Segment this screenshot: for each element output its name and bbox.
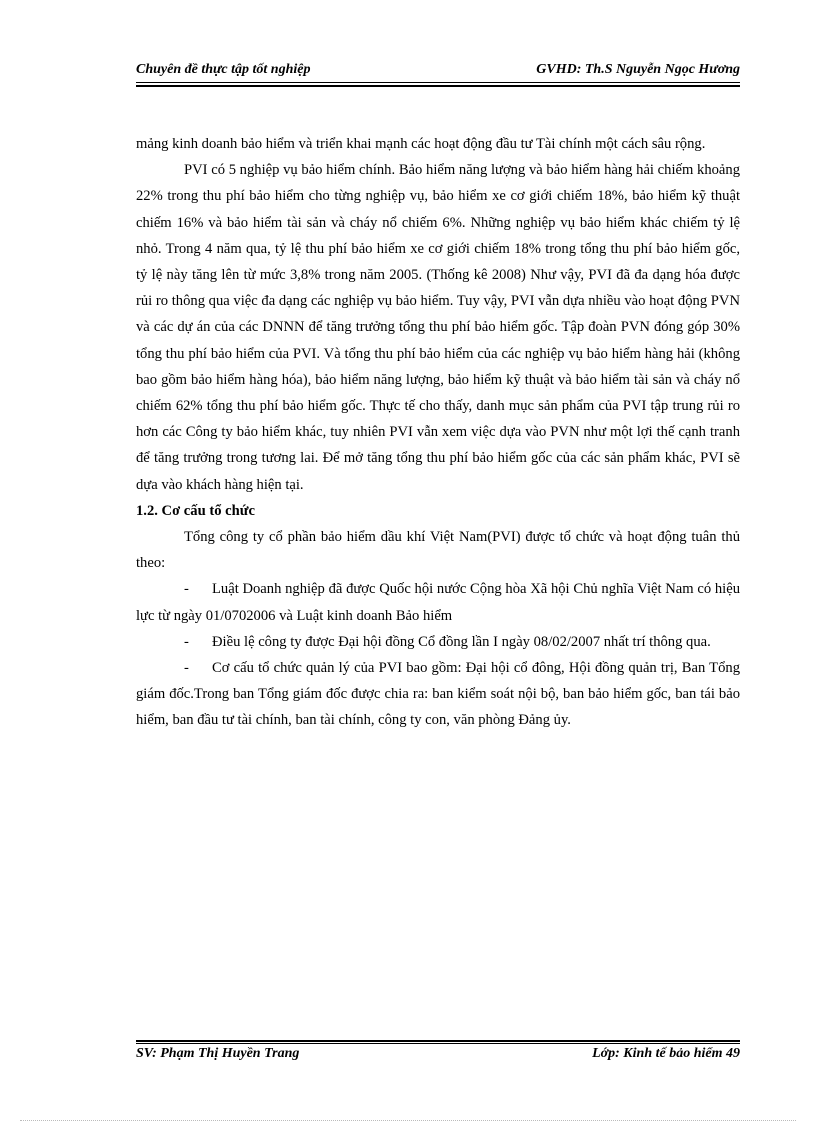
list-item-text: Luật Doanh nghiệp đã được Quốc hội nước Cộng hòa Xã hội Chủ nghĩa Việt Nam có hiệu lực từ ngày 01/0702006 và Luật kinh doanh Bảo hiểm [136, 581, 740, 624]
list-item-enterprise-law [136, 576, 740, 628]
list-item-management-structure [136, 655, 740, 734]
paragraph-organization-intro: Tổng công ty cổ phần bảo hiểm dầu khí Việt Nam(PVI) được tổ chức và hoạt động tuân thủ theo: [136, 529, 740, 572]
dash-bullet: - [184, 633, 189, 650]
footer-class: Lớp: Kinh tế bảo hiểm 49 [592, 1046, 740, 1061]
header-rule-thick [136, 85, 740, 87]
page-footer [136, 1046, 740, 1062]
dash-bullet: - [184, 660, 189, 677]
header-rule-thin [136, 82, 740, 83]
paragraph-continuation: mảng kinh doanh bảo hiểm và triển khai mạnh các hoạt động đầu tư Tài chính một cách sâu rộng. [136, 136, 706, 152]
footer-rule-thick [136, 1040, 740, 1042]
section-heading: 1.2. Cơ cấu tổ chức [136, 502, 255, 519]
footer-student: SV: Phạm Thị Huyền Trang [136, 1046, 300, 1061]
paragraph-insurance-lines: PVI có 5 nghiệp vụ bảo hiểm chính. Bảo hiểm năng lượng và bảo hiểm hàng hải chiếm khoảng 22% trong thu phí bảo hiểm cho từng nghiệp vụ, bảo hiểm xe cơ giới chiếm 18%, bảo hiểm kỹ thuật chiếm 16% và bảo hiểm tài sản và cháy nổ chiếm 6%. Những nghiệp vụ bảo hiểm khác chiếm tỷ lệ nhỏ. Trong 4 năm qua, tỷ lệ thu phí bảo hiểm xe cơ giới chiếm 18% trong tổng thu phí bảo hiểm gốc, tỷ lệ này tăng lên từ mức 3,8% trong năm 2005. (Thống kê 2008) Như vậy, PVI đã đa dạng hóa được rủi ro thông qua việc đa dạng các nghiệp vụ bảo hiểm. Tuy vậy, PVI vẫn dựa nhiều vào hoạt động PVN và các dự án của các DNNN để tăng trưởng tổng thu phí bảo hiểm gốc. Tập đoàn PVN đóng góp 30% tổng thu phí bảo hiểm của PVI. Và tổng thu phí bảo hiểm của các nghiệp vụ bảo hiểm hàng hải (không bao gồm bảo hiểm hàng hóa), bảo hiểm năng lượng, bảo hiểm kỹ thuật và bảo hiểm tài sản và cháy nổ chiếm 62% tổng thu phí bảo hiểm gốc. Thực tế cho thấy, danh mục sản phẩm của PVI tập trung rủi ro hơn các Công ty bảo hiểm khác, tuy nhiên PVI vẫn xem việc dựa vào PVN như một lợi thế cạnh tranh để tăng trưởng trong tương lai. Để mở tăng tổng thu phí bảo hiểm gốc của các sản phẩm khác, PVI sẽ dựa vào khách hàng hiện tại. [136, 162, 740, 493]
list-item-text: Điều lệ công ty được Đại hội đồng Cổ đồng lần I ngày 08/02/2007 nhất trí thông qua. [212, 633, 711, 650]
page-header [136, 62, 740, 78]
footer-rule-thin [136, 1043, 740, 1044]
header-document-title: Chuyên đề thực tập tốt nghiệp [136, 62, 311, 77]
header-supervisor: GVHD: Th.S Nguyễn Ngọc Hương [536, 62, 740, 77]
list-item-charter [136, 629, 740, 655]
page-body [136, 131, 740, 734]
page-bottom-dotted-border [20, 1120, 796, 1122]
list-item-text: Cơ cấu tổ chức quản lý của PVI bao gồm: Đại hội cổ đông, Hội đồng quản trị, Ban Tổng giám đốc.Trong ban Tổng giám đốc được chia ra: ban kiểm soát nội bộ, ban bảo hiểm gốc, ban tái bảo hiểm, ban đầu tư tài chính, ban tài chính, công ty con, văn phòng Đảng ủy. [136, 660, 740, 729]
dash-bullet: - [184, 581, 189, 598]
